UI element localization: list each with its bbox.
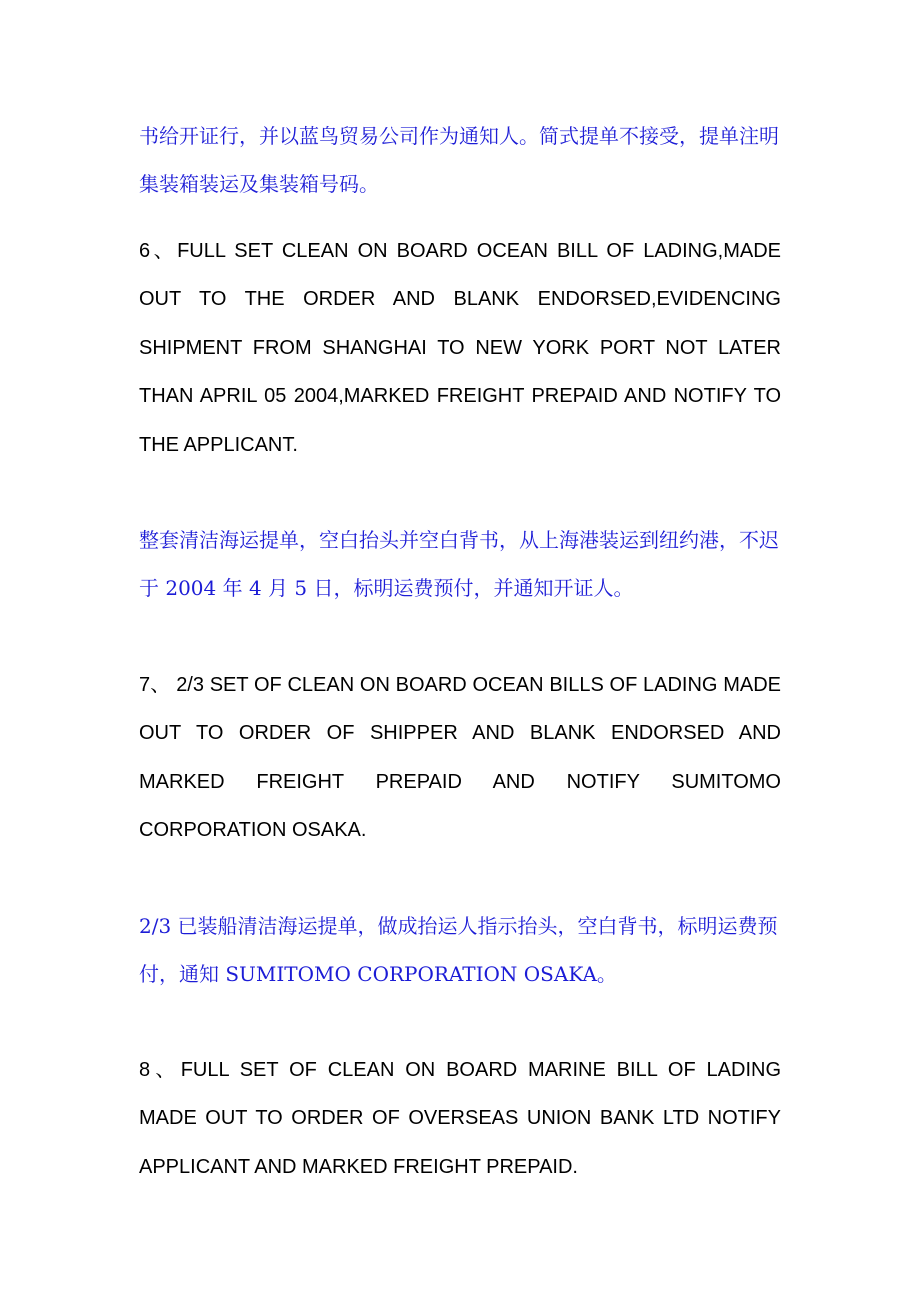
paragraph-clause-6: 6、FULL SET CLEAN ON BOARD OCEAN BILL OF LADING,MADE OUT TO THE ORDER AND BLANK ENDORSED,EVIDENCING SHIPMENT FROM SHANGHAI TO NEW YORK PORT NOT LATER THAN APRIL 05 2004,MARKED FREIGHT PREPAID AND NOTIFY TO THE APPLICANT.	[139, 240, 781, 456]
paragraph-zh-translation-7: 2/3 已装船清洁海运提单，做成抬运人指示抬头，空白背书，标明运费预付，通知 SUMITOMO CORPORATION OSAKA。	[139, 914, 778, 987]
paragraph-clause-7: 7、 2/3 SET OF CLEAN ON BOARD OCEAN BILLS OF LADING MADE OUT TO ORDER OF SHIPPER AND BLANK ENDORSED AND MARKED FREIGHT PREPAID AND NOTIFY SUMITOMO CORPORATION OSAKA.	[139, 674, 781, 842]
paragraph-zh-translation-6: 整套清洁海运提单，空白抬头并空白背书，从上海港装运到纽约港，不迟于 2004 年 4 月 5 日，标明运费预付，并通知开证人。	[139, 528, 779, 601]
paragraph-clause-8: 8、FULL SET OF CLEAN ON BOARD MARINE BILL OF LADING MADE OUT TO ORDER OF OVERSEAS UNION BANK LTD NOTIFY APPLICANT AND MARKED FREIGHT PREPAID.	[139, 1059, 781, 1178]
paragraph-zh-translation-5-continued: 书给开证行，并以蓝鸟贸易公司作为通知人。简式提单不接受，提单注明集装箱装运及集装箱号码。	[139, 124, 779, 197]
